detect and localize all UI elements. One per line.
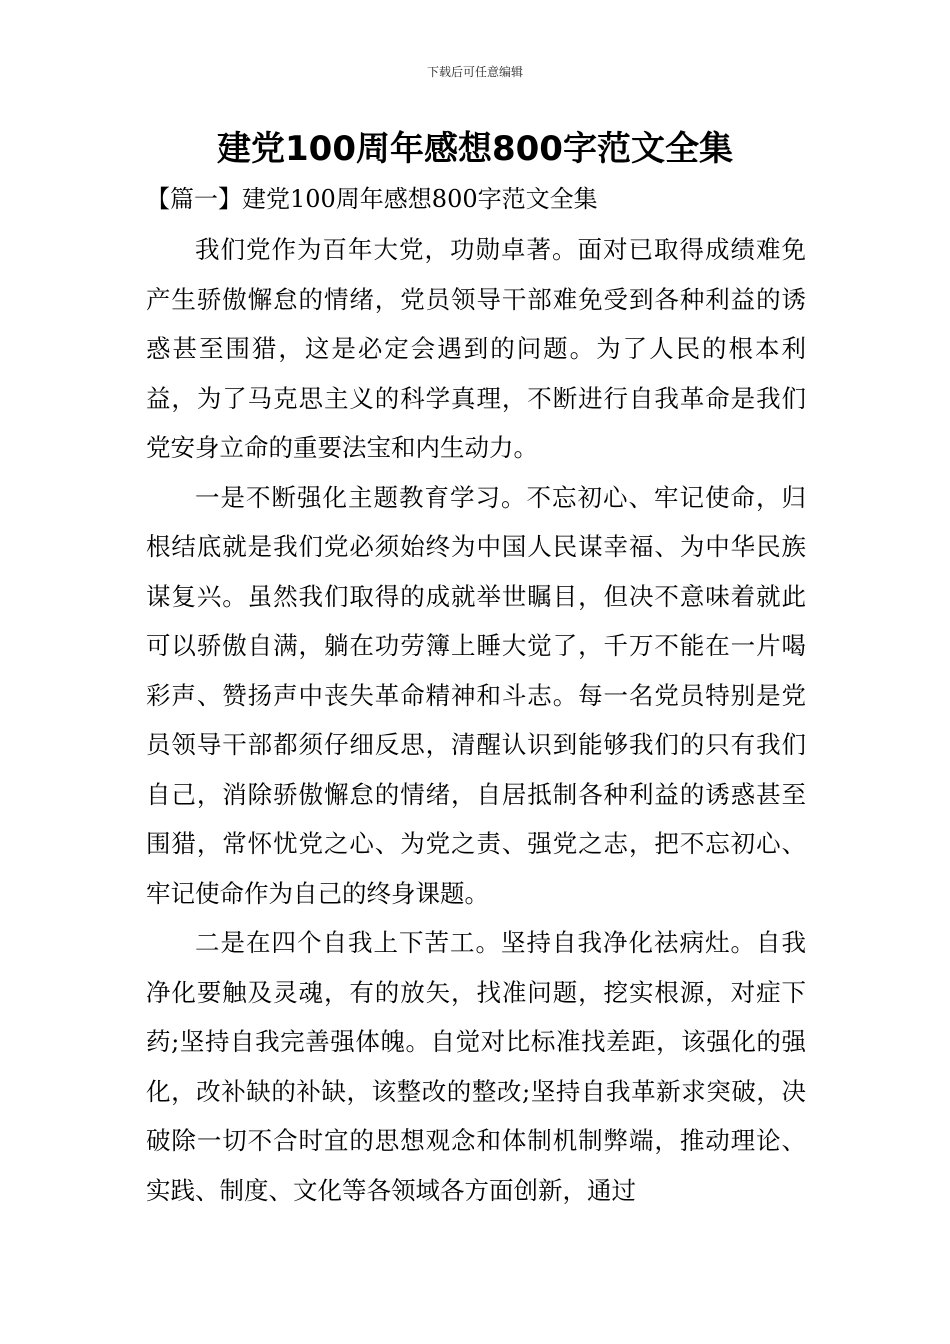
document-body: [146, 225, 806, 1215]
header-note: 下载后可任意编辑: [426, 65, 523, 79]
section-heading: 【篇一】建党100周年感想800字范文全集: [146, 185, 598, 213]
paragraph-3: 二是在四个自我上下苦工。坚持自我净化祛病灶。自我净化要触及灵魂，有的放矢，找准问题，挖实根源，对症下药;坚持自我完善强体魄。自觉对比标准找差距，该强化的强化，改补缺的补缺，该整改的整改;坚持自我革新求突破，决破除一切不合时宜的思想观念和体制机制弊端，推动理论、实践、制度、文化等各领域各方面创新，通过: [146, 928, 806, 1205]
document-title: 建党100周年感想800字范文全集: [217, 129, 733, 169]
paragraph-2: 一是不断强化主题教育学习。不忘初心、牢记使命，归根结底就是我们党必须始终为中国人民谋幸福、为中华民族谋复兴。虽然我们取得的成就举世瞩目，但决不意味着就此可以骄傲自满，躺在功劳簿上睡大觉了，千万不能在一片喝彩声、赞扬声中丧失革命精神和斗志。每一名党员特别是党员领导干部都须仔细反思，清醒认识到能够我们的只有我们自己，消除骄傲懈怠的情绪，自居抵制各种利益的诱惑甚至围猎，常怀忧党之心、为党之责、强党之志，把不忘初心、牢记使命作为自己的终身课题。: [146, 482, 806, 908]
paragraph-1: 我们党作为百年大党，功勋卓著。面对已取得成绩难免产生骄傲懈怠的情绪，党员领导干部难免受到各种利益的诱惑甚至围猎，这是必定会遇到的问题。为了人民的根本利益，为了马克思主义的科学真理，不断进行自我革命是我们党安身立命的重要法宝和内生动力。: [146, 235, 806, 462]
